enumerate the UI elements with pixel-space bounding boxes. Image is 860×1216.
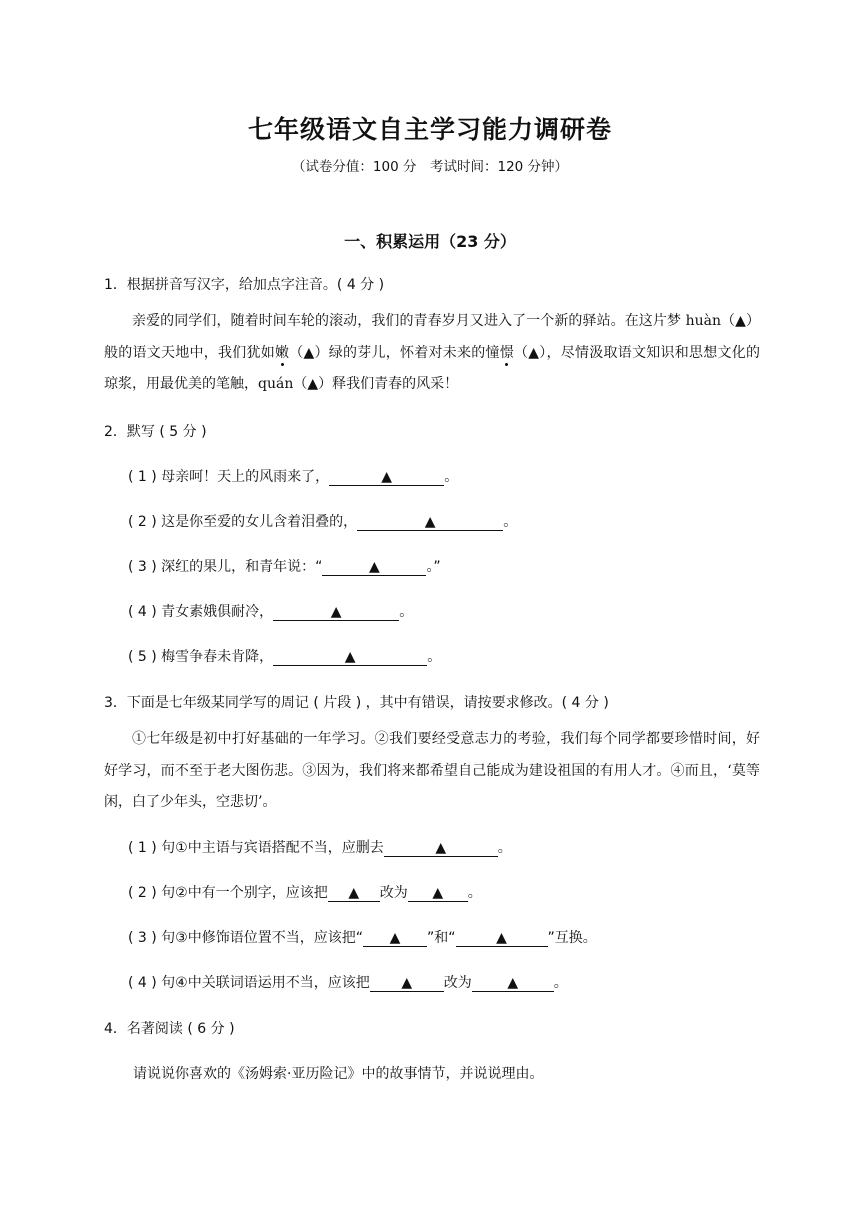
line-text: 。 — [444, 469, 459, 485]
recitation-line-2 — [128, 511, 517, 531]
question-1-heading: 1．根据拼音写汉字，给加点字注音。( 4 分 ) — [104, 277, 385, 293]
question-4-heading: 4．名著阅读 ( 6 分 ) — [104, 1021, 235, 1037]
line-text: 。” — [426, 559, 441, 575]
line-text: 改为 — [443, 975, 472, 991]
answer-blank[interactable]: ▲ — [273, 604, 399, 621]
line-text: ( 5 ) 梅雪争春未肯降， — [128, 649, 274, 665]
question-2-heading: 2．默写 ( 5 分 ) — [104, 424, 207, 440]
answer-blank[interactable]: ▲ — [370, 975, 444, 992]
answer-blank[interactable]: ▲ — [329, 469, 444, 486]
line-text: 。 — [497, 840, 512, 856]
line-text: ( 2 ) 句②中有一个别字，应该把 — [128, 885, 328, 901]
passage-text: ）绿的芽儿，怀着对未来的憧 — [314, 344, 500, 361]
answer-blank[interactable]: ▲ — [322, 559, 426, 576]
recitation-line-5 — [128, 646, 441, 666]
recitation-line-3 — [128, 556, 441, 576]
passage-text: 亲爱的同学们，随着时间车轮的滚动，我们的青春岁月又进入了一个新的驿站。在这片梦 huàn（ — [132, 313, 736, 329]
answer-marker: ▲ — [303, 344, 315, 361]
passage-text: ），尽情汲取语文知识和思想文化的琼浆，用最优美的笔触，quán（ — [104, 344, 760, 392]
answer-blank[interactable]: ▲ — [357, 514, 503, 531]
answer-marker: ▲ — [528, 344, 540, 361]
passage-text: （ — [289, 344, 304, 361]
exam-subtitle: （试卷分值：100 分 考试时间：120 分钟） — [291, 159, 569, 175]
dotted-character: 憬 — [499, 344, 514, 361]
question-3-passage: ①七年级是初中打好基础的一年学习。②我们要经受意志力的考验，我们每个同学都要珍惜时间，好好学习，而不至于老大图伤悲。③因为，我们将来都希望自己能成为建设祖国的有用人才。④而且，‘莫等闲，白了少年头，空悲切’。 — [104, 731, 760, 810]
line-text: ”互换。 — [547, 930, 597, 946]
revision-item-4 — [128, 972, 568, 992]
answer-marker: ▲ — [735, 313, 746, 329]
answer-blank[interactable]: ▲ — [273, 649, 427, 666]
revision-item-1 — [128, 837, 512, 857]
answer-blank[interactable]: ▲ — [363, 930, 427, 947]
revision-item-2 — [128, 882, 482, 902]
line-text: ( 1 ) 母亲呵！天上的风雨来了， — [128, 469, 330, 485]
answer-blank[interactable]: ▲ — [472, 975, 554, 992]
question-4-prompt: 请说说你喜欢的《汤姆索·亚历险记》中的故事情节，并说说理由。 — [133, 1066, 544, 1082]
answer-blank[interactable]: ▲ — [328, 885, 380, 902]
answer-blank[interactable]: ▲ — [408, 885, 468, 902]
revision-item-3 — [128, 927, 597, 947]
line-text: 改为 — [379, 885, 408, 901]
section-heading: 一、积累运用（23 分） — [344, 232, 516, 251]
question-3-heading: 3．下面是七年级某同学写的周记 ( 片段 ) ，其中有错误，请按要求修改。( 4 分 ) — [104, 695, 609, 711]
answer-blank[interactable]: ▲ — [384, 840, 498, 857]
line-text: ( 1 ) 句①中主语与宾语搭配不当，应删去 — [128, 840, 384, 856]
line-text: ( 3 ) 深红的果儿，和青年说：“ — [128, 559, 323, 575]
line-text: 。 — [467, 885, 482, 901]
exam-title: 七年级语文自主学习能力调研卷 — [247, 115, 612, 144]
line-text: ”和“ — [427, 930, 456, 946]
line-text: ( 4 ) 句④中关联词语运用不当，应该把 — [128, 975, 370, 991]
line-text: ( 4 ) 青女素娥俱耐冷， — [128, 604, 274, 620]
passage-text: ）般的语文天地中，我们犹如 — [104, 313, 760, 361]
line-text: 。 — [399, 604, 414, 620]
answer-marker: ▲ — [307, 376, 319, 392]
answer-blank[interactable]: ▲ — [456, 930, 548, 947]
line-text: 。 — [503, 514, 518, 530]
question-1-passage — [104, 306, 760, 401]
dotted-character: 嫩 — [274, 344, 290, 361]
passage-text: ）释我们青春的风采！ — [318, 376, 459, 392]
passage-text: （ — [513, 344, 529, 361]
line-text: ( 3 ) 句③中修饰语位置不当，应该把“ — [128, 930, 363, 946]
recitation-line-4 — [128, 601, 413, 621]
recitation-line-1 — [128, 466, 458, 486]
line-text: 。 — [427, 649, 442, 665]
line-text: 。 — [553, 975, 568, 991]
line-text: ( 2 ) 这是你至爱的女儿含着泪叠的， — [128, 514, 358, 530]
